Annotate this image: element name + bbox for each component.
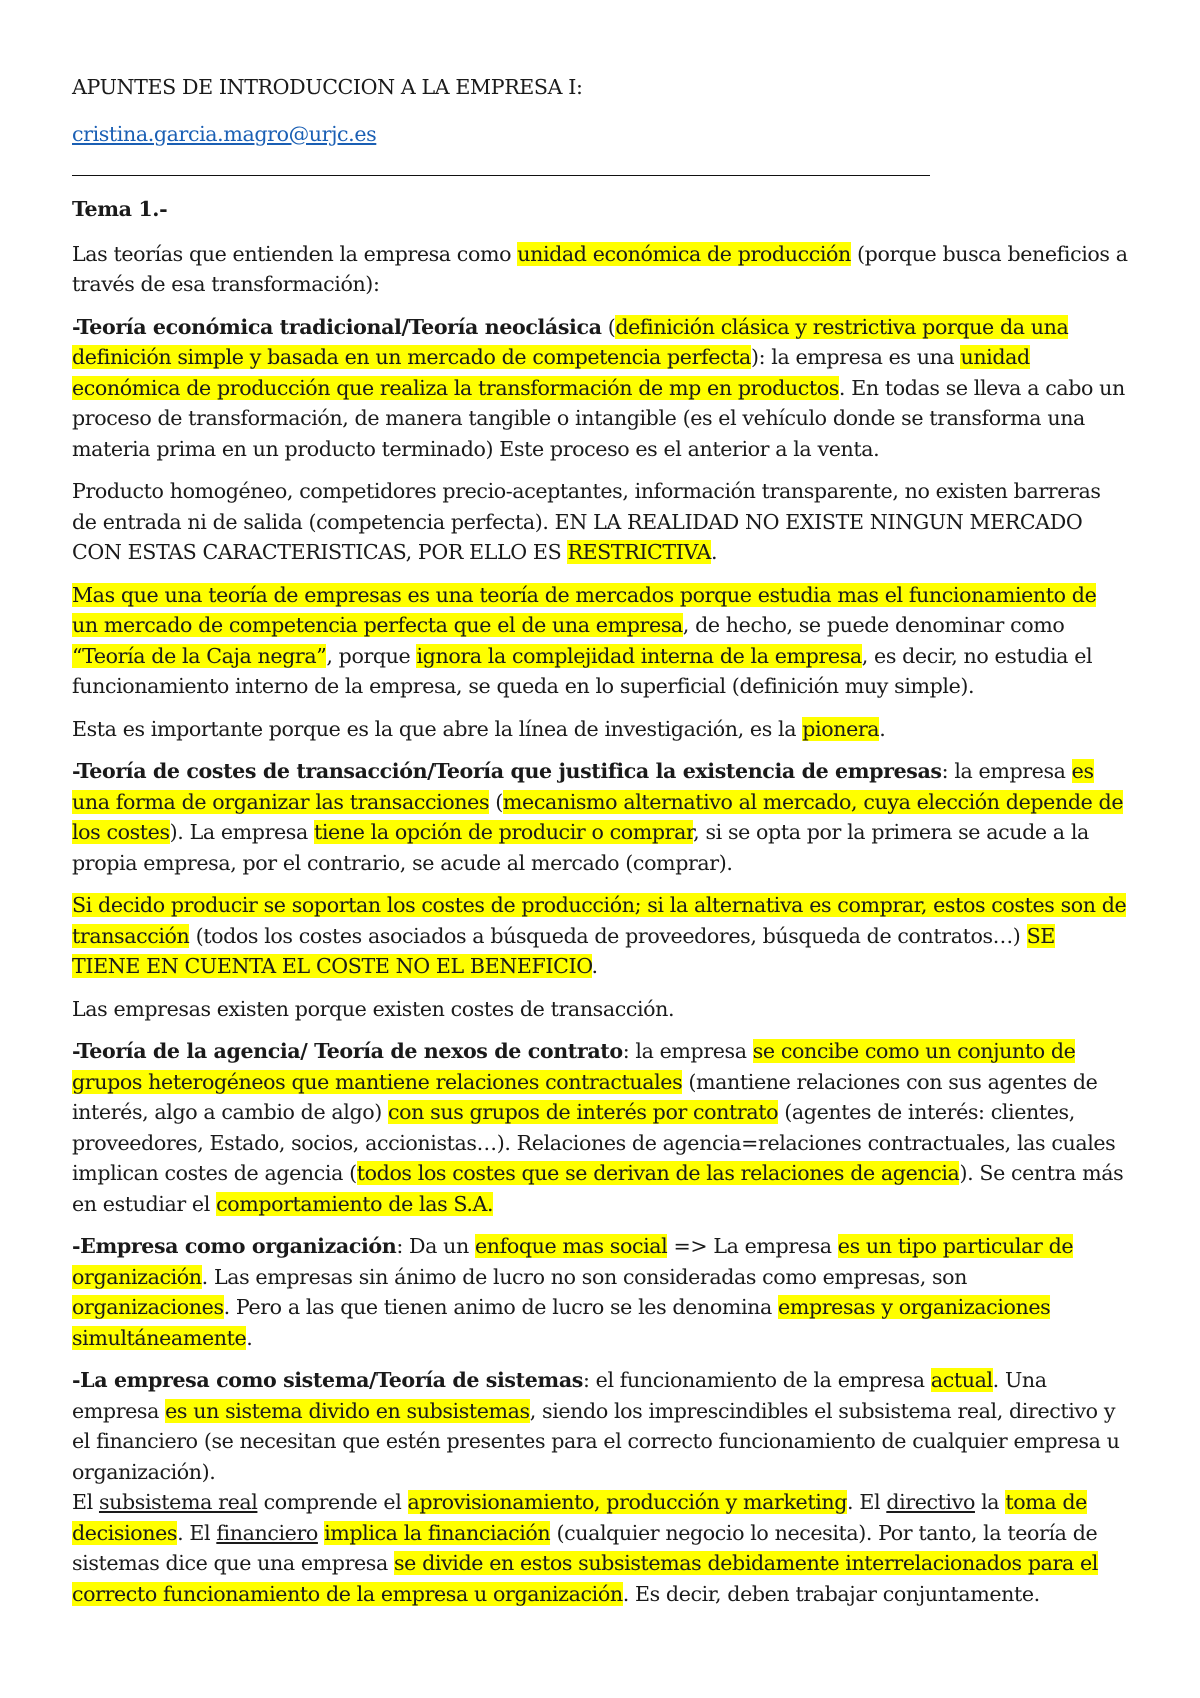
plain-text: .: [591, 954, 598, 978]
plain-text: (todos los costes asociados a búsqueda de proveedores, búsqueda de contratos…): [189, 923, 1027, 948]
plain-text: comprende el: [257, 1490, 408, 1514]
underlined-text: directivo: [886, 1490, 975, 1514]
plain-text: Las teorías que entienden la empresa como: [72, 241, 518, 266]
producir-comprar-paragraph: [72, 890, 1128, 982]
plain-text: (agentes de interés: clientes, proveedores, Estado, socios, accionistas…). Relaciones de agencia=relaciones contractuales, las cuales implican costes de agencia (: [72, 1100, 1116, 1185]
plain-text: : la empresa: [622, 1039, 753, 1063]
empresa-organizacion-paragraph: [72, 1231, 1128, 1353]
plain-text: , de hecho, se puede denominar como: [682, 613, 1065, 637]
highlighted-text: unidad económica de producción: [517, 241, 851, 266]
plain-text: : el funcionamiento de la empresa: [582, 1368, 931, 1392]
plain-text: .: [711, 540, 718, 564]
highlighted-text: aprovisionamiento, producción y marketing: [407, 1490, 848, 1514]
plain-text: Esta es importante porque es la que abre la línea de investigación, es la: [72, 716, 803, 741]
plain-text: (: [489, 789, 503, 814]
underlined-text: subsistema real: [98, 1490, 258, 1514]
email-paragraph: [72, 119, 1128, 150]
plain-text: , porque: [326, 643, 417, 668]
highlighted-text: es un sistema divido en subsistemas: [165, 1398, 530, 1423]
highlighted-text: unidad económica de producción que realiza la transformación de mp en productos: [72, 345, 1030, 400]
highlighted-text: enfoque mas social: [475, 1234, 668, 1258]
subsistemas-paragraph: [72, 1487, 1128, 1609]
highlighted-text: RESTRICTIVA: [567, 540, 712, 564]
plain-text: . Las empresas sin ánimo de lucro no son consideradas como empresas, son: [201, 1264, 968, 1289]
plain-text: . El: [847, 1490, 887, 1514]
plain-text: . En todas se lleva a cabo un proceso de transformación, de manera tangible o intangible (es el vehículo donde se transforma una materia prima en un producto terminado) Este proceso es el anterior a la venta.: [72, 375, 1125, 461]
plain-text: . El: [177, 1520, 217, 1545]
plain-text: . Una empresa: [72, 1368, 1047, 1423]
highlighted-text: es una forma de organizar las transacciones: [72, 759, 1094, 814]
teoria-agencia-paragraph: [72, 1036, 1128, 1219]
teoria-neoclasica-paragraph: [72, 312, 1128, 465]
document-title: APUNTES DE INTRODUCCION A LA EMPRESA I:: [72, 75, 583, 99]
highlighted-text: ignora la complejidad interna de la empresa: [416, 643, 862, 668]
plain-text: (cualquier negocio lo necesita). Por tanto, la teoría de sistemas dice que una empresa: [72, 1520, 1098, 1575]
highlighted-text: actual: [930, 1368, 993, 1392]
plain-text: ). La empresa: [169, 820, 314, 844]
highlighted-text: implica la financiación: [324, 1520, 551, 1545]
plain-text: : Da un: [396, 1234, 476, 1258]
highlighted-text: organizaciones: [72, 1295, 224, 1319]
plain-text: , siendo los imprescindibles el subsistema real, directivo y el financiero (se necesitan que estén presentes para el correcto funcionamiento de cualquier empresa u organización).: [72, 1398, 1120, 1484]
email-link[interactable]: cristina.garcia.magro@urjc.es: [72, 121, 377, 146]
highlighted-text: comportamiento de las S.A.: [216, 1191, 494, 1216]
section-heading-text: -Empresa como organización: [72, 1234, 397, 1258]
highlighted-text: SE TIENE EN CUENTA EL COSTE NO EL BENEFICIO: [72, 923, 1055, 978]
plain-text: .: [879, 716, 886, 741]
highlighted-text: Mas que una teoría de empresas es una teoría de mercados porque estudia mas el funcionamiento de un mercado de competencia perfecta que el de una empresa: [72, 582, 1097, 637]
plain-text: ). Se centra más en estudiar el: [72, 1161, 1124, 1216]
highlighted-text: se divide en estos subsistemas debidamente interrelacionados para el correcto funcionamiento de la empresa u organización: [72, 1551, 1098, 1606]
highlighted-text: “Teoría de la Caja negra”: [72, 643, 327, 668]
highlighted-text: con sus grupos de interés por contrato: [388, 1100, 779, 1124]
plain-text: ): la empresa es una: [750, 345, 961, 369]
highlighted-text: se concibe como un conjunto de grupos heterogéneos que mantiene relaciones contractuales: [72, 1039, 1076, 1094]
intro-paragraph: [72, 239, 1128, 300]
plain-text: , si se opta por la primera se acude a la propia empresa, por el contrario, se acude al mercado (comprar).: [72, 820, 1089, 875]
section-heading-text: -Teoría económica tradicional/Teoría neoclásica: [72, 314, 602, 339]
pionera-paragraph: [72, 714, 1128, 745]
highlighted-text: todos los costes que se derivan de las relaciones de agencia: [356, 1161, 960, 1185]
plain-text: la: [974, 1490, 1006, 1514]
body-text: [72, 239, 1128, 1610]
underlined-text: financiero: [216, 1520, 318, 1545]
plain-text: => La empresa: [667, 1234, 838, 1258]
plain-text: , es decir, no estudia el funcionamiento interno de la empresa, se queda en lo superficial (definición muy simple).: [72, 643, 1093, 698]
plain-text: Las empresas existen porque existen costes de transacción.: [72, 996, 675, 1021]
competencia-perfecta-paragraph: [72, 476, 1128, 568]
costes-transaccion-paragraph: [72, 756, 1128, 878]
highlighted-text: tiene la opción de producir o comprar: [314, 820, 694, 844]
caja-negra-paragraph: [72, 580, 1128, 702]
highlighted-text: definición clásica y restrictiva porque da una definición simple y basada en un mercado de competencia perfecta: [72, 314, 1069, 369]
existen-costes-paragraph: [72, 994, 1128, 1025]
highlighted-text: mecanismo alternativo al mercado, cuya elección depende de los costes: [72, 789, 1124, 844]
horizontal-rule: [72, 175, 930, 176]
plain-text: . Pero a las que tienen animo de lucro se les denomina: [223, 1295, 779, 1319]
topic-heading: Tema 1.-: [72, 197, 168, 221]
plain-text: . Es decir, deben trabajar conjuntamente.: [622, 1581, 1040, 1606]
plain-text: (mantiene relaciones con sus agentes de interés, algo a cambio de algo): [72, 1069, 1098, 1124]
section-heading-text: -Teoría de la agencia/ Teoría de nexos de contrato: [72, 1039, 623, 1063]
plain-text: .: [246, 1325, 253, 1350]
highlighted-text: empresas y organizaciones simultáneamente: [72, 1295, 1051, 1350]
section-heading-text: -La empresa como sistema/Teoría de sistemas: [72, 1368, 583, 1392]
highlighted-text: toma de decisiones: [72, 1490, 1087, 1545]
plain-text: (: [601, 314, 616, 339]
plain-text: : la empresa: [941, 759, 1072, 783]
section-heading-text: -Teoría de costes de transacción/Teoría que justifica la existencia de empresas: [72, 759, 942, 783]
plain-text: (porque busca beneficios a través de esa transformación):: [72, 241, 1128, 296]
highlighted-text: pionera: [802, 716, 880, 741]
plain-text: Producto homogéneo, competidores precio-aceptantes, información transparente, no existen barreras de entrada ni de salida (competencia perfecta). EN LA REALIDAD NO EXISTE NINGUN MERCADO CON ESTAS CARACTERISTICAS, POR ELLO ES: [72, 479, 1101, 564]
highlighted-text: Si decido producir se soportan los costes de producción; si la alternativa es comprar, estos costes son de transacción: [72, 893, 1127, 948]
highlighted-text: es un tipo particular de organización: [72, 1234, 1074, 1289]
plain-text: El: [72, 1490, 99, 1514]
teoria-sistemas-paragraph: [72, 1365, 1128, 1487]
